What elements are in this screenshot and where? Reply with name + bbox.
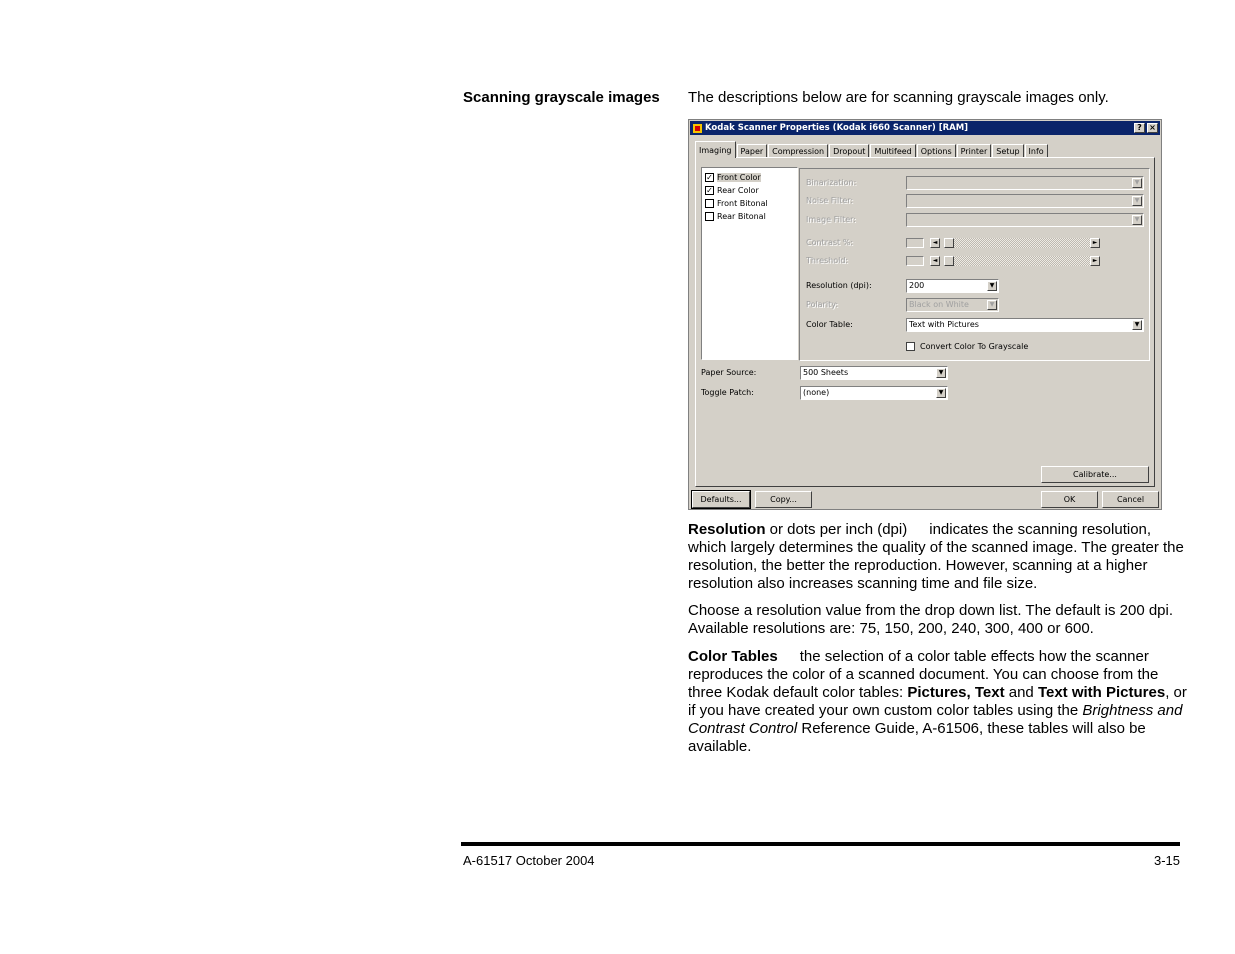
close-button[interactable]: × bbox=[1147, 123, 1158, 133]
scanner-properties-dialog bbox=[688, 119, 1162, 510]
dialog-title: Kodak Scanner Properties (Kodak i660 Scanner) [RAM] bbox=[705, 123, 969, 133]
chevron-down-icon: ▼ bbox=[1132, 178, 1142, 188]
resolution-lead: or dots per inch (dpi) bbox=[765, 521, 908, 538]
cancel-button[interactable]: Cancel bbox=[1102, 491, 1159, 508]
contrast-value-box bbox=[906, 238, 924, 248]
checkbox-front-color[interactable]: ✓ bbox=[706, 172, 713, 182]
color-tables-italic: Brightness and Contrast Control bbox=[688, 702, 1183, 737]
kodak-logo-icon bbox=[693, 124, 702, 133]
scroll-left-icon: ◄ bbox=[930, 256, 940, 266]
tab-strip bbox=[695, 142, 1049, 158]
intro-text: The descriptions below are for scanning grayscale images only. bbox=[688, 89, 1109, 106]
toggle-patch-label: Toggle Patch: bbox=[701, 388, 754, 397]
polarity-label: Polarity: bbox=[806, 300, 839, 309]
paper-source-label: Paper Source: bbox=[701, 368, 757, 377]
threshold-slider-track bbox=[954, 256, 1090, 266]
contrast-label: Contrast %: bbox=[806, 238, 854, 247]
color-table-value: Text with Pictures bbox=[909, 320, 979, 329]
image-type-list[interactable] bbox=[701, 167, 798, 360]
scroll-right-icon: ► bbox=[1090, 256, 1100, 266]
slider-thumb bbox=[944, 238, 954, 248]
scroll-left-icon: ◄ bbox=[930, 238, 940, 248]
tab-compression[interactable]: Compression bbox=[768, 144, 828, 158]
chevron-down-icon[interactable]: ▼ bbox=[987, 281, 997, 291]
checkbox-front-bitonal[interactable] bbox=[705, 199, 714, 208]
resolution-desc: indicates the scanning resolution, which largely determines the quality of the scanned image. The greater the resolution, the better the reproduction. However, scanning at a higher resolution also increases scanning time and file size. bbox=[688, 521, 1184, 592]
ok-button[interactable]: OK bbox=[1041, 491, 1098, 508]
noise-filter-select bbox=[906, 194, 1144, 208]
tab-dropout[interactable]: Dropout bbox=[829, 144, 869, 158]
resolution-paragraph bbox=[688, 521, 1188, 593]
binarization-select bbox=[906, 176, 1144, 190]
slider-thumb bbox=[944, 256, 954, 266]
copy-button[interactable]: Copy... bbox=[755, 491, 812, 508]
color-table-select[interactable] bbox=[906, 318, 1144, 332]
resolution-term: Resolution bbox=[688, 521, 766, 538]
list-item-rear-color[interactable] bbox=[705, 184, 759, 196]
color-tables-text: and bbox=[1004, 684, 1038, 701]
image-filter-label: Image Filter: bbox=[806, 215, 856, 224]
toggle-patch-select[interactable] bbox=[800, 386, 948, 400]
color-tables-paragraph bbox=[688, 648, 1188, 756]
noise-filter-label: Noise Filter: bbox=[806, 196, 854, 205]
paper-source-value: 500 Sheets bbox=[803, 368, 849, 377]
threshold-value-box bbox=[906, 256, 924, 266]
checkbox-rear-color[interactable]: ✓ bbox=[706, 185, 713, 195]
resolution-select[interactable] bbox=[906, 279, 999, 293]
polarity-value: Black on White bbox=[909, 300, 969, 309]
section-heading: Scanning grayscale images bbox=[463, 89, 660, 106]
contrast-slider-track bbox=[954, 238, 1090, 248]
toggle-patch-value: (none) bbox=[803, 388, 830, 397]
tab-imaging[interactable]: Imaging bbox=[695, 141, 736, 158]
scroll-right-icon: ► bbox=[1090, 238, 1100, 248]
threshold-label: Threshold: bbox=[806, 256, 849, 265]
convert-grayscale-label: Convert Color To Grayscale bbox=[920, 342, 1029, 351]
list-item-front-bitonal[interactable] bbox=[705, 197, 768, 209]
chevron-down-icon: ▼ bbox=[1132, 215, 1142, 225]
color-tables-bold: Pictures, Text bbox=[907, 684, 1005, 701]
resolution-label: Resolution (dpi): bbox=[806, 281, 872, 290]
color-tables-text: the selection of a color table effects how the scanner reproduces the color of a scanned document. You can choose from the three Kodak default color tables: bbox=[688, 648, 1159, 701]
tab-info[interactable]: Info bbox=[1025, 144, 1048, 158]
footer-doc-id: A-61517 October 2004 bbox=[463, 853, 595, 868]
resolution-value: 200 bbox=[909, 281, 925, 290]
list-item-front-color[interactable] bbox=[705, 171, 761, 183]
image-filter-select bbox=[906, 213, 1144, 227]
convert-grayscale-checkbox[interactable] bbox=[906, 342, 915, 351]
help-button[interactable]: ? bbox=[1134, 123, 1145, 133]
list-item-label: Rear Bitonal bbox=[717, 211, 766, 221]
tab-printer[interactable]: Printer bbox=[957, 144, 992, 158]
chevron-down-icon[interactable]: ▼ bbox=[1132, 320, 1142, 330]
polarity-select bbox=[906, 298, 999, 312]
footer-rule bbox=[461, 842, 1180, 846]
list-item-rear-bitonal[interactable] bbox=[705, 210, 766, 222]
tab-setup[interactable]: Setup bbox=[992, 144, 1023, 158]
footer-page-number: 3-15 bbox=[1153, 853, 1180, 868]
calibrate-button[interactable]: Calibrate... bbox=[1041, 466, 1149, 483]
chevron-down-icon[interactable]: ▼ bbox=[936, 388, 946, 398]
defaults-button[interactable]: Defaults... bbox=[692, 491, 750, 508]
color-table-label: Color Table: bbox=[806, 320, 853, 329]
list-item-label: Front Color bbox=[717, 172, 761, 182]
paper-source-select[interactable] bbox=[800, 366, 948, 380]
list-item-label: Rear Color bbox=[717, 185, 759, 195]
tab-paper[interactable]: Paper bbox=[737, 144, 768, 158]
chevron-down-icon[interactable]: ▼ bbox=[936, 368, 946, 378]
color-tables-term: Color Tables bbox=[688, 648, 778, 665]
color-tables-text: Reference Guide, A-61506, these tables will also be available. bbox=[688, 720, 1146, 755]
chevron-down-icon: ▼ bbox=[987, 300, 997, 310]
chevron-down-icon: ▼ bbox=[1132, 196, 1142, 206]
dialog-titlebar bbox=[690, 121, 1160, 135]
resolution-paragraph-2: Choose a resolution value from the drop down list. The default is 200 dpi. Available resolutions are: 75, 150, 200, 240, 300, 400 or 600. bbox=[688, 602, 1174, 637]
binarization-label: Binarization: bbox=[806, 178, 857, 187]
color-tables-bold: Text with Pictures bbox=[1037, 684, 1166, 701]
tab-multifeed[interactable]: Multifeed bbox=[870, 144, 915, 158]
checkbox-rear-bitonal[interactable] bbox=[705, 212, 714, 221]
tab-options[interactable]: Options bbox=[917, 144, 956, 158]
color-tables-text: , or if you have created your own custom color tables using the bbox=[688, 684, 1187, 719]
list-item-label: Front Bitonal bbox=[717, 198, 768, 208]
